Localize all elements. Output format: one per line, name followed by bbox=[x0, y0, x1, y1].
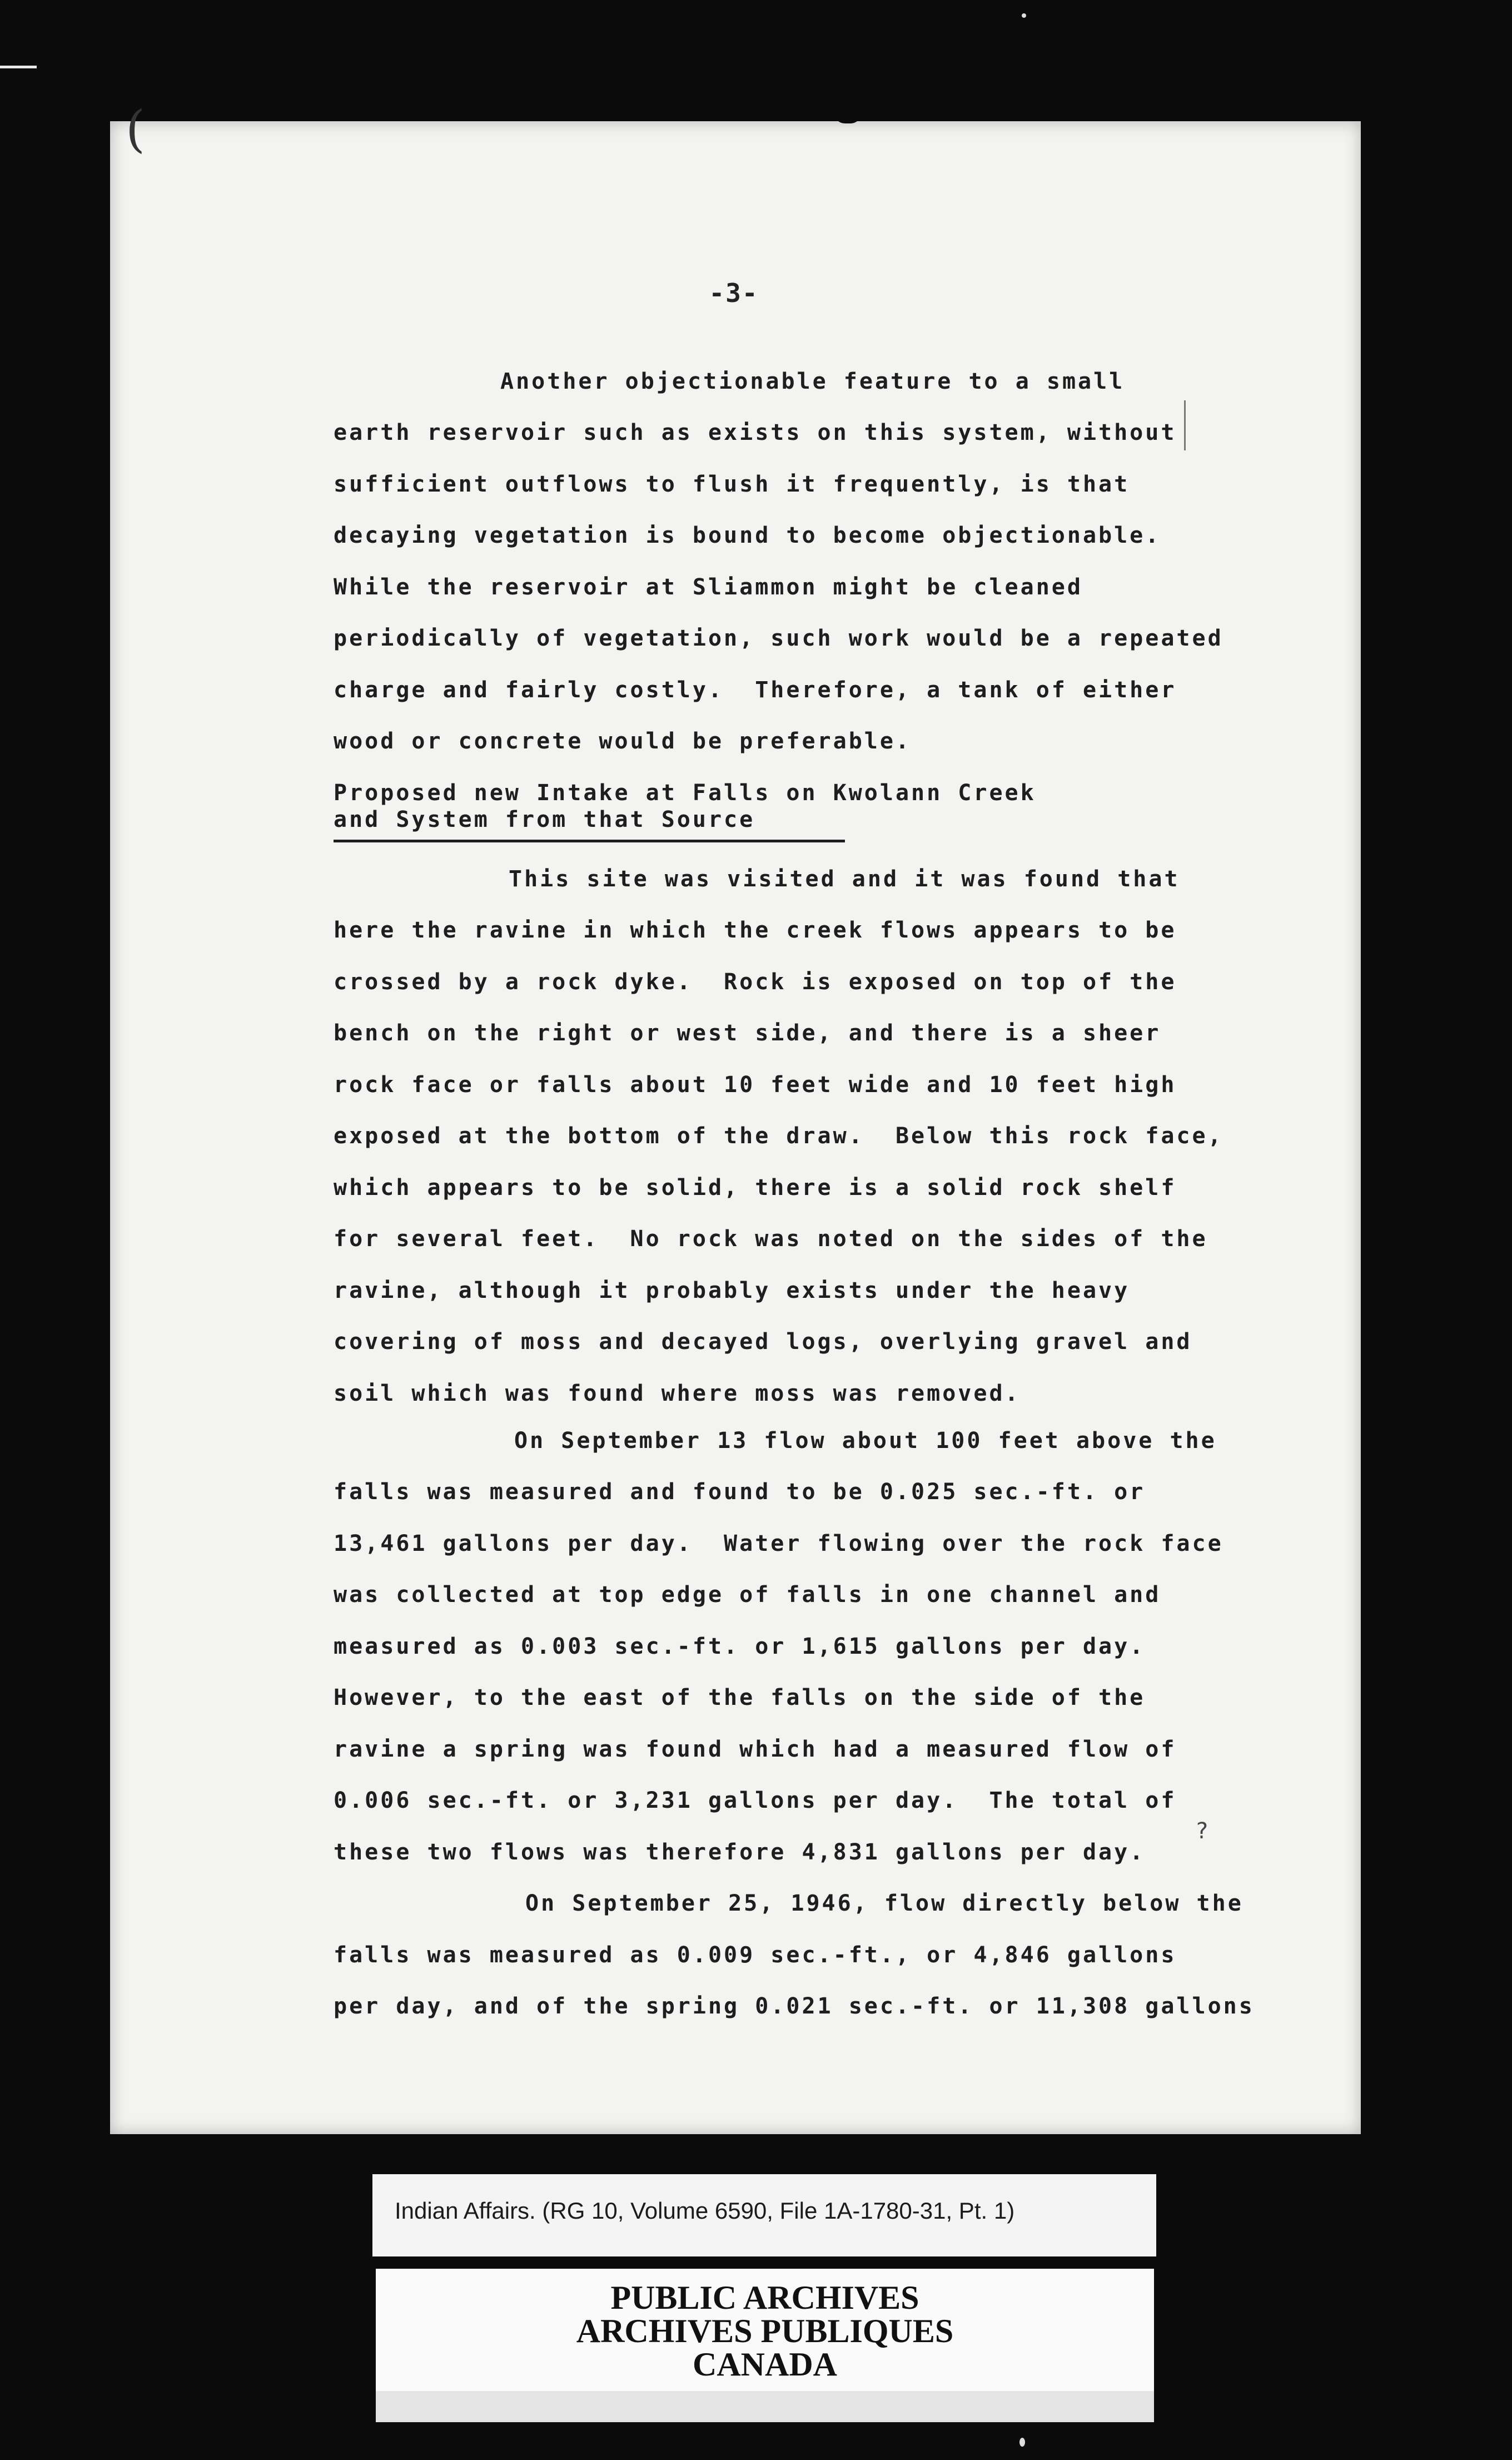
paragraph-3-line-6: However, to the east of the falls on the side of the bbox=[334, 1685, 1146, 1710]
paragraph-2-line-6: exposed at the bottom of the draw. Below this rock face, bbox=[334, 1123, 1223, 1149]
section-heading-line-1: Proposed new Intake at Falls on Kwolann Creek bbox=[334, 780, 1036, 806]
paragraph-3-line-3: 13,461 gallons per day. Water flowing over the rock face bbox=[334, 1531, 1223, 1556]
paragraph-1-line-2: earth reservoir such as exists on this system, without bbox=[334, 420, 1177, 445]
paragraph-3-line-1: On September 13 flow about 100 feet above the bbox=[514, 1428, 1217, 1454]
paragraph-1-line-4: decaying vegetation is bound to become objectionable. bbox=[334, 523, 1161, 548]
paragraph-2-line-8: for several feet. No rock was noted on the sides of the bbox=[334, 1226, 1208, 1252]
paragraph-4-line-3: per day, and of the spring 0.021 sec.-ft. or 11,308 gallons bbox=[334, 1993, 1255, 2019]
paragraph-3-line-2: falls was measured and found to be 0.025 sec.-ft. or bbox=[334, 1479, 1146, 1505]
paragraph-3-line-7: ravine a spring was found which had a measured flow of bbox=[334, 1737, 1177, 1762]
heading-underline bbox=[334, 840, 845, 842]
stamp-footer-strip bbox=[376, 2391, 1154, 2422]
paragraph-2-line-10: covering of moss and decayed logs, overlying gravel and bbox=[334, 1329, 1192, 1355]
punch-hole-mark: ( bbox=[126, 100, 146, 158]
paragraph-2-line-5: rock face or falls about 10 feet wide and 10 feet high bbox=[334, 1072, 1177, 1098]
archives-stamp bbox=[376, 2269, 1154, 2397]
paragraph-2-line-9: ravine, although it probably exists under the heavy bbox=[334, 1278, 1130, 1303]
page-top-notch bbox=[834, 107, 862, 123]
section-heading-line-2: and System from that Source bbox=[334, 807, 755, 832]
film-speck bbox=[1022, 13, 1026, 18]
film-edge-mark bbox=[0, 66, 37, 68]
paragraph-1-line-5: While the reservoir at Sliammon might be cleaned bbox=[334, 574, 1083, 600]
handwritten-query-mark: ? bbox=[1195, 1818, 1209, 1844]
paragraph-1-line-6: periodically of vegetation, such work would be a repeated bbox=[334, 626, 1223, 651]
paragraph-4-line-2: falls was measured as 0.009 sec.-ft., or 4,846 gallons bbox=[334, 1942, 1177, 1968]
paragraph-2-line-11: soil which was found where moss was removed. bbox=[334, 1381, 1021, 1406]
paragraph-2-line-4: bench on the right or west side, and there is a sheer bbox=[334, 1020, 1161, 1046]
paragraph-1-line-7: charge and fairly costly. Therefore, a tank of either bbox=[334, 677, 1177, 703]
paragraph-1-line-1: Another objectionable feature to a small bbox=[500, 369, 1125, 394]
film-speck bbox=[1019, 2438, 1025, 2447]
stamp-line-3: CANADA bbox=[693, 2346, 837, 2383]
paragraph-3-line-9: these two flows was therefore 4,831 gallons per day. bbox=[334, 1839, 1146, 1865]
paragraph-1-line-3: sufficient outflows to flush it frequently, is that bbox=[334, 472, 1130, 497]
paragraph-3-line-5: measured as 0.003 sec.-ft. or 1,615 gallons per day. bbox=[334, 1634, 1146, 1659]
paragraph-2-line-1: This site was visited and it was found that bbox=[509, 866, 1180, 892]
paragraph-2-line-3: crossed by a rock dyke. Rock is exposed on top of the bbox=[334, 969, 1177, 995]
stamp-line-1: PUBLIC ARCHIVES bbox=[610, 2279, 919, 2316]
paragraph-3-line-4: was collected at top edge of falls in one channel and bbox=[334, 1582, 1161, 1608]
stamp-line-2: ARCHIVES PUBLIQUES bbox=[576, 2313, 954, 2349]
paragraph-4-line-1: On September 25, 1946, flow directly below the bbox=[525, 1891, 1244, 1916]
page-number: -3- bbox=[709, 278, 759, 308]
paragraph-2-line-7: which appears to be solid, there is a solid rock shelf bbox=[334, 1175, 1177, 1201]
archive-reference-label bbox=[372, 2174, 1156, 2256]
archive-reference-text: Indian Affairs. (RG 10, Volume 6590, File 1A-1780-31, Pt. 1) bbox=[395, 2198, 1015, 2224]
margin-mark bbox=[1184, 400, 1186, 450]
paragraph-2-line-2: here the ravine in which the creek flows appears to be bbox=[334, 917, 1177, 943]
paragraph-1-line-8: wood or concrete would be preferable. bbox=[334, 728, 912, 754]
paragraph-3-line-8: 0.006 sec.-ft. or 3,231 gallons per day. The total of bbox=[334, 1788, 1177, 1813]
